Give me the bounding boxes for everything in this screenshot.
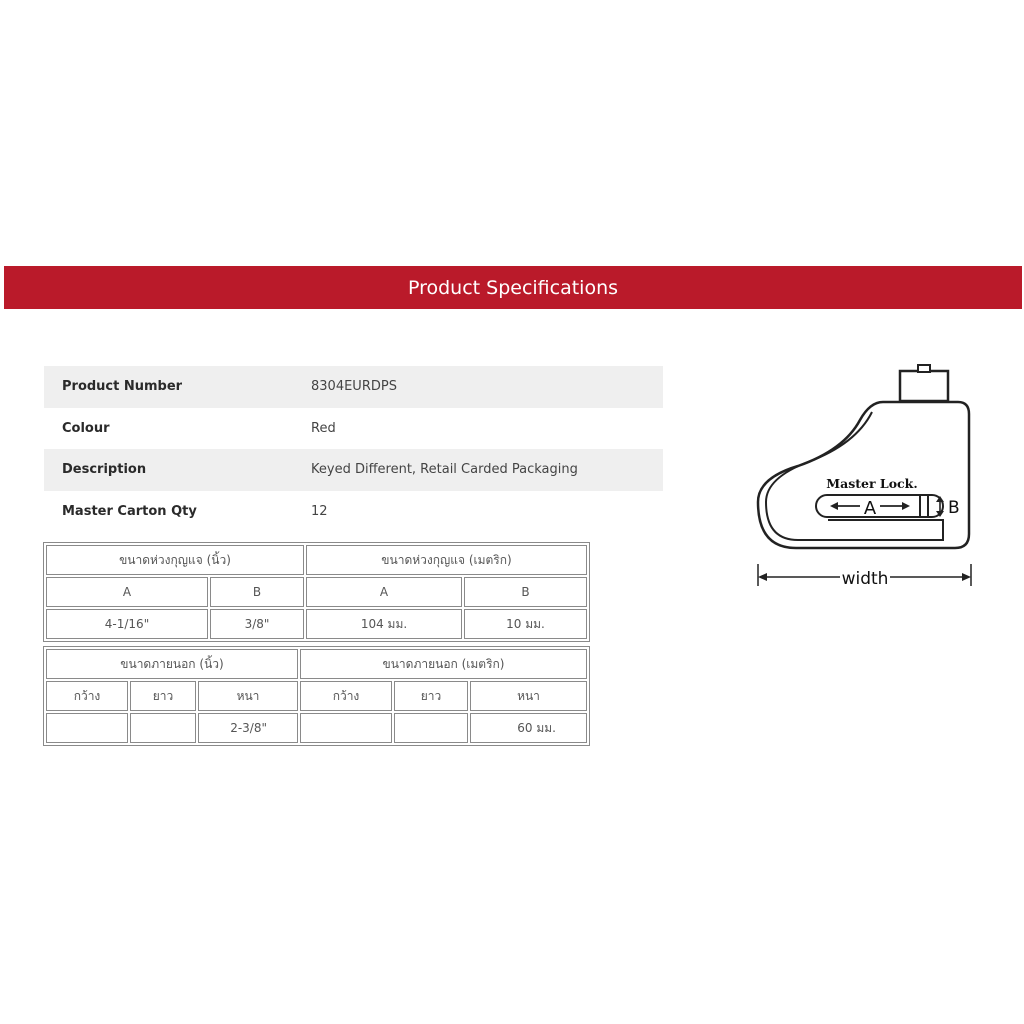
spec-value: Keyed Different, Retail Carded Packaging [311, 462, 578, 478]
inch-length-value [130, 713, 196, 743]
label-b: B [948, 498, 960, 518]
inch-width-value [46, 713, 128, 743]
spec-value: 12 [311, 503, 328, 519]
metric-b-value: 10 มม. [464, 609, 587, 639]
spec-list [44, 366, 663, 532]
lock-cylinder-cap [918, 365, 930, 372]
spec-value: 8304EURDPS [311, 379, 397, 395]
width-arrow-right [962, 573, 971, 581]
inch-b-value: 3/8" [210, 609, 304, 639]
spec-label: Description [62, 462, 147, 478]
spec-row-product-number [44, 366, 663, 408]
spec-row-description [44, 449, 663, 491]
width-arrow-left [758, 573, 767, 581]
shackle-metric-header: ขนาดห่วงกุญแจ (เมตริก) [306, 545, 587, 575]
spec-row-carton-qty [44, 491, 663, 533]
col-thickness-metric: หนา [470, 681, 587, 711]
outer-metric-header: ขนาดภายนอก (เมตริก) [300, 649, 587, 679]
inch-a-value: 4-1/16" [46, 609, 208, 639]
spec-label: Product Number [62, 379, 183, 395]
metric-width-value [300, 713, 392, 743]
metric-length-value [394, 713, 468, 743]
banner-title: Product Specifications [407, 276, 619, 299]
col-width-metric: กว้าง [300, 681, 392, 711]
col-a-inch: A [46, 577, 208, 607]
outer-inch-header: ขนาดภายนอก (นิ้ว) [46, 649, 298, 679]
spec-label: Master Carton Qty [62, 503, 197, 519]
label-a: A [863, 498, 877, 519]
col-width-inch: กว้าง [46, 681, 128, 711]
spec-value: Red [311, 420, 336, 436]
inch-thickness-value: 2-3/8" [198, 713, 298, 743]
col-b-inch: B [210, 577, 304, 607]
spec-row-colour [44, 408, 663, 450]
col-thickness-inch: หนา [198, 681, 298, 711]
spec-banner [4, 266, 1022, 309]
disc-lock-diagram [748, 362, 984, 594]
shackle-inch-header: ขนาดห่วงกุญแจ (นิ้ว) [46, 545, 304, 575]
metric-thickness-value: 60 มม. [470, 713, 587, 743]
lock-cylinder [900, 371, 948, 401]
col-a-metric: A [306, 577, 462, 607]
outer-size-table [43, 646, 590, 746]
col-length-inch: ยาว [130, 681, 196, 711]
col-b-metric: B [464, 577, 587, 607]
shackle-size-table [43, 542, 590, 642]
metric-a-value: 104 มม. [306, 609, 462, 639]
brand-logo: Master Lock. [826, 476, 918, 491]
col-length-metric: ยาว [394, 681, 468, 711]
label-width: width [841, 569, 889, 589]
spec-label: Colour [62, 420, 110, 436]
